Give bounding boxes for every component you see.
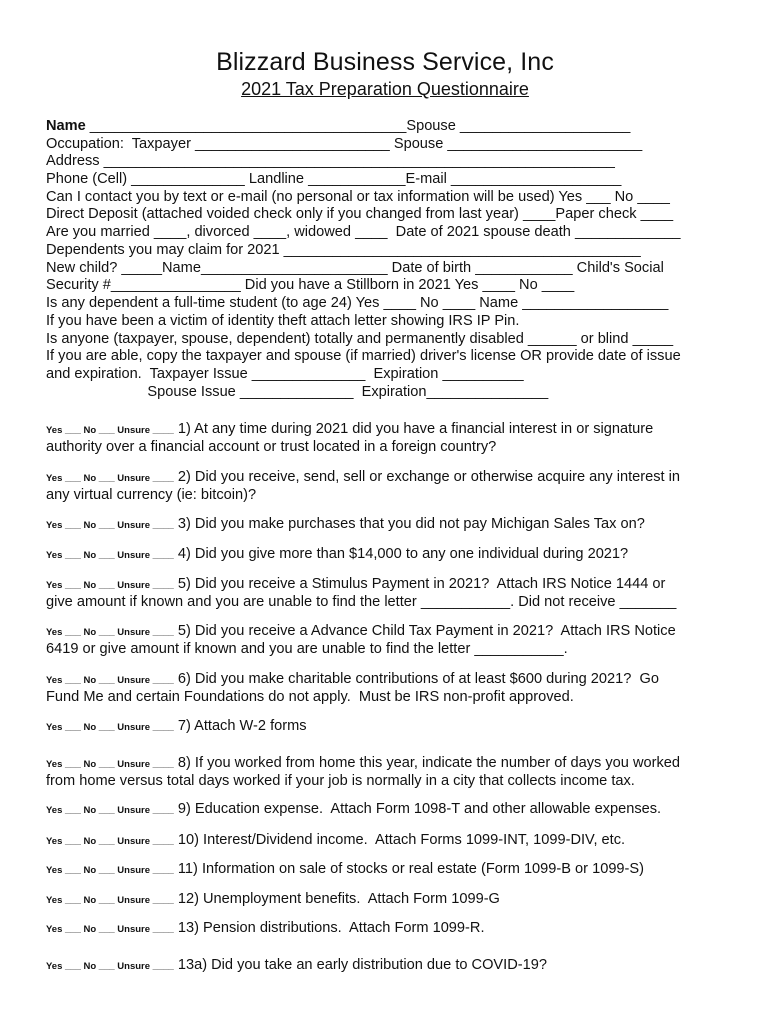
- student-line[interactable]: Is any dependent a full-time student (to age 24) Yes ____ No ____ Name __________________: [46, 295, 669, 311]
- question-text: 3) Did you make purchases that you did not pay Michigan Sales Tax on?: [177, 516, 645, 532]
- answer-choices[interactable]: Yes ___ No ___ Unsure ____: [46, 836, 174, 847]
- answer-choices[interactable]: Yes ___ No ___ Unsure ____: [46, 473, 174, 484]
- question-text: 13a) Did you take an early distribution due to COVID-19?: [177, 957, 547, 973]
- question-text-cont: authority over a financial account or trust located in a foreign country?: [46, 439, 497, 455]
- question-3[interactable]: [46, 516, 645, 534]
- company-name: Blizzard Business Service, Inc: [216, 48, 554, 76]
- answer-choices[interactable]: Yes ___ No ___ Unsure ____: [46, 961, 174, 972]
- occupation-line[interactable]: Occupation: Taxpayer ________________________ Spouse ________________________: [46, 136, 643, 152]
- question-12[interactable]: [46, 891, 500, 909]
- question-13[interactable]: [46, 920, 485, 938]
- answer-choices[interactable]: Yes ___ No ___ Unsure ____: [46, 805, 174, 816]
- question-text: 6) Did you make charitable contributions of at least $600 during 2021? Go: [177, 671, 659, 687]
- license-line: If you are able, copy the taxpayer and spouse (if married) driver's license OR provide date of issue: [46, 348, 681, 364]
- security-number-line[interactable]: Security #________________ Did you have a Stillborn in 2021 Yes ____ No ____: [46, 277, 575, 293]
- phone-line[interactable]: Phone (Cell) ______________ Landline ____________E-mail _____________________: [46, 171, 622, 187]
- question-text: 1) At any time during 2021 did you have a financial interest in or signature: [177, 421, 654, 437]
- question-5-advance[interactable]: [46, 623, 676, 658]
- identity-theft-line: If you have been a victim of identity theft attach letter showing IRS IP Pin.: [46, 313, 520, 329]
- question-text: 4) Did you give more than $14,000 to any one individual during 2021?: [177, 546, 629, 562]
- question-10[interactable]: [46, 832, 625, 850]
- question-text: 10) Interest/Dividend income. Attach Forms 1099-INT, 1099-DIV, etc.: [177, 832, 626, 848]
- question-text: 5) Did you receive a Advance Child Tax Payment in 2021? Attach IRS Notice: [177, 623, 676, 639]
- question-text: 7) Attach W-2 forms: [177, 718, 307, 734]
- answer-choices[interactable]: Yes ___ No ___ Unsure ____: [46, 550, 174, 561]
- answer-choices[interactable]: Yes ___ No ___ Unsure ____: [46, 924, 174, 935]
- question-text-cont: give amount if known and you are unable to find the letter ___________. Did not receive _______: [46, 594, 677, 610]
- taxpayer-issue-line[interactable]: and expiration. Taxpayer Issue ______________ Expiration __________: [46, 366, 524, 382]
- question-text: 5) Did you receive a Stimulus Payment in 2021? Attach IRS Notice 1444 or: [177, 576, 666, 592]
- question-8[interactable]: [46, 755, 680, 790]
- spouse-issue-line[interactable]: Spouse Issue ______________ Expiration_______________: [46, 384, 549, 400]
- direct-deposit-line[interactable]: Direct Deposit (attached voided check only if you changed from last year) ____Paper check ____: [46, 206, 674, 222]
- question-text: 12) Unemployment benefits. Attach Form 1099-G: [177, 891, 500, 907]
- question-1[interactable]: [46, 421, 653, 456]
- answer-choices[interactable]: Yes ___ No ___ Unsure ____: [46, 722, 174, 733]
- disabled-line[interactable]: Is anyone (taxpayer, spouse, dependent) totally and permanently disabled ______ or blind _____: [46, 331, 674, 347]
- contact-permission-line[interactable]: Can I contact you by text or e-mail (no personal or tax information will be used) Yes ___ No ____: [46, 189, 670, 205]
- question-text-cont: any virtual currency (ie: bitcoin)?: [46, 487, 257, 503]
- question-text: 9) Education expense. Attach Form 1098-T and other allowable expenses.: [177, 801, 662, 817]
- form-title: 2021 Tax Preparation Questionnaire: [241, 79, 529, 99]
- dependents-line[interactable]: Dependents you may claim for 2021 ____________________________________________: [46, 242, 641, 258]
- question-text: 11) Information on sale of stocks or real estate (Form 1099-B or 1099-S): [177, 861, 645, 877]
- question-4[interactable]: [46, 546, 628, 564]
- answer-choices[interactable]: Yes ___ No ___ Unsure ____: [46, 895, 174, 906]
- question-5[interactable]: [46, 576, 676, 611]
- answer-choices[interactable]: Yes ___ No ___ Unsure ____: [46, 580, 174, 591]
- question-text-cont: from home versus total days worked if your job is normally in a city that collects income tax.: [46, 773, 635, 789]
- question-text-cont: Fund Me and certain Foundations do not apply. Must be IRS non-profit approved.: [46, 689, 574, 705]
- new-child-line[interactable]: New child? _____Name_______________________ Date of birth ____________ Child's Social: [46, 260, 664, 276]
- question-text: 13) Pension distributions. Attach Form 1099-R.: [177, 920, 485, 936]
- question-7[interactable]: [46, 718, 307, 736]
- question-text-cont: 6419 or give amount if known and you are unable to find the letter ___________.: [46, 641, 568, 657]
- question-13a[interactable]: [46, 957, 547, 975]
- name-label: Name: [46, 118, 86, 134]
- answer-choices[interactable]: Yes ___ No ___ Unsure ____: [46, 675, 174, 686]
- name-line[interactable]: [46, 118, 630, 135]
- answer-choices[interactable]: Yes ___ No ___ Unsure ____: [46, 425, 174, 436]
- question-2[interactable]: [46, 469, 680, 504]
- question-6[interactable]: [46, 671, 659, 706]
- marital-status-line[interactable]: Are you married ____, divorced ____, widowed ____ Date of 2021 spouse death _____________: [46, 224, 681, 240]
- name-spouse-fields: _______________________________________Spouse _____________________: [85, 118, 631, 134]
- question-text: 8) If you worked from home this year, indicate the number of days you worked: [177, 755, 680, 771]
- question-text: 2) Did you receive, send, sell or exchange or otherwise acquire any interest in: [177, 469, 680, 485]
- question-9[interactable]: [46, 801, 661, 819]
- answer-choices[interactable]: Yes ___ No ___ Unsure ____: [46, 865, 174, 876]
- answer-choices[interactable]: Yes ___ No ___ Unsure ____: [46, 759, 174, 770]
- address-line[interactable]: Address _______________________________________________________________: [46, 153, 615, 169]
- question-11[interactable]: [46, 861, 644, 879]
- answer-choices[interactable]: Yes ___ No ___ Unsure ____: [46, 520, 174, 531]
- answer-choices[interactable]: Yes ___ No ___ Unsure ____: [46, 627, 174, 638]
